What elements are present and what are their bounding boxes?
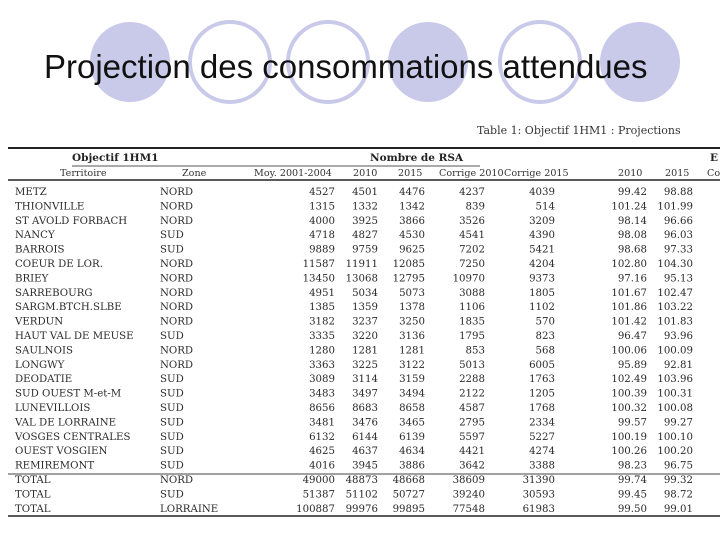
cell-rsa-2010: 3945 (352, 460, 378, 472)
col-header-zone: Zone (182, 168, 207, 179)
cell-rsa-2015: 3159 (399, 374, 425, 386)
cell-ratio-2010: 95.89 (617, 359, 647, 371)
cell-corrige-2010: 4237 (459, 187, 485, 198)
cell-territoire: SUD OUEST M-et-M (15, 388, 122, 400)
cell-territoire: ST AVOLD FORBACH (15, 215, 128, 227)
cell-rsa-2015: 3886 (399, 460, 425, 472)
cell-moy: 6132 (309, 431, 335, 443)
cell-corrige-2015: 4390 (529, 230, 555, 242)
cell-ratio-2010: 99.74 (617, 475, 647, 486)
cell-moy: 100887 (296, 503, 335, 515)
cell-territoire: COEUR DE LOR. (15, 259, 103, 270)
cell-territoire: TOTAL (15, 475, 51, 486)
cell-territoire: REMIREMONT (15, 460, 95, 472)
cell-moy: 8656 (309, 403, 335, 414)
cell-corrige-2010: 77548 (452, 503, 485, 515)
table-row (15, 360, 693, 371)
cell-rsa-2010: 3225 (352, 359, 378, 371)
cell-corrige-2010: 2795 (459, 417, 485, 429)
cell-corrige-2010: 7250 (459, 259, 485, 270)
cell-zone: NORD (160, 287, 194, 299)
table-row (15, 475, 693, 486)
cell-moy: 3363 (309, 359, 335, 371)
cell-ratio-2015: 101.99 (657, 201, 693, 213)
cell-rsa-2015: 6139 (399, 431, 425, 443)
cell-rsa-2015: 12795 (392, 273, 425, 285)
table-row (15, 504, 693, 515)
cell-corrige-2015: 2334 (529, 417, 555, 429)
cell-corrige-2015: 570 (535, 316, 555, 328)
cell-corrige-2010: 839 (465, 201, 485, 213)
cell-ratio-2010: 101.67 (611, 287, 647, 299)
cell-moy: 13450 (302, 273, 335, 285)
cell-moy: 4625 (309, 446, 335, 458)
cell-corrige-2010: 3526 (459, 215, 485, 227)
cell-ratio-2015: 100.31 (657, 388, 693, 400)
cell-territoire: METZ (15, 187, 47, 198)
cell-zone: SUD (160, 446, 184, 458)
table-row (15, 187, 693, 198)
cell-corrige-2010: 7202 (459, 244, 485, 256)
cell-moy: 1315 (309, 201, 335, 213)
cell-rsa-2015: 3136 (399, 331, 425, 342)
table-body (14, 187, 693, 515)
table-row (15, 446, 693, 457)
cell-ratio-2010: 100.26 (611, 446, 647, 458)
cell-corrige-2010: 10970 (452, 273, 485, 285)
table-row (15, 461, 693, 472)
cell-moy: 4016 (309, 460, 335, 472)
table-caption: Table 1: Objectif 1HM1 : Projections (477, 124, 681, 137)
cell-rsa-2010: 1281 (352, 345, 378, 357)
cell-ratio-2015: 103.22 (657, 302, 693, 314)
cell-corrige-2015: 568 (535, 345, 555, 357)
table-row (15, 259, 693, 270)
table-row (15, 489, 693, 500)
cell-ratio-2015: 99.01 (663, 503, 693, 515)
cell-territoire: TOTAL (15, 489, 51, 501)
cell-rsa-2015: 1378 (399, 302, 425, 314)
cell-corrige-2010: 1795 (459, 331, 485, 342)
cell-corrige-2010: 4421 (459, 446, 485, 458)
cell-corrige-2015: 9373 (529, 273, 555, 285)
cell-moy: 49000 (302, 475, 335, 486)
table-row (15, 302, 693, 313)
cell-rsa-2010: 51102 (345, 489, 378, 501)
cell-zone: SUD (160, 489, 184, 501)
cell-moy: 11587 (302, 259, 335, 270)
cell-ratio-2010: 98.14 (617, 215, 647, 227)
cell-ratio-2015: 104.30 (657, 259, 693, 270)
cell-ratio-2010: 98.08 (617, 230, 647, 242)
cell-zone: NORD (160, 302, 194, 314)
table-row (14, 417, 693, 428)
cell-corrige-2010: 5013 (459, 359, 485, 371)
cell-ratio-2010: 98.23 (617, 460, 647, 472)
cell-ratio-2015: 96.75 (663, 460, 693, 472)
col-header-2010: 2010 (353, 168, 378, 179)
cell-ratio-2015: 99.27 (663, 417, 693, 429)
cell-ratio-2015: 96.66 (663, 215, 693, 227)
cell-moy: 3335 (309, 331, 335, 342)
cell-corrige-2015: 3388 (529, 460, 555, 472)
cell-rsa-2015: 4530 (399, 230, 425, 242)
cell-corrige-2015: 3209 (529, 215, 555, 227)
cell-corrige-2015: 514 (535, 201, 555, 213)
col-header-territoire: Territoire (60, 168, 107, 179)
cell-corrige-2010: 3088 (459, 287, 485, 299)
cell-rsa-2010: 99976 (345, 503, 378, 515)
cell-zone: SUD (160, 431, 184, 443)
cell-rsa-2015: 3122 (399, 359, 425, 371)
cell-corrige-2015: 1205 (529, 388, 555, 400)
cell-rsa-2010: 4637 (352, 446, 378, 458)
cell-rsa-2015: 5073 (399, 287, 425, 299)
cell-corrige-2010: 4587 (459, 403, 485, 414)
table-row (15, 273, 693, 284)
cell-zone: SUD (160, 460, 184, 472)
cell-ratio-2010: 100.06 (611, 345, 647, 357)
cell-ratio-2010: 102.49 (611, 374, 647, 386)
cell-rsa-2015: 4634 (399, 446, 425, 458)
cell-rsa-2010: 3497 (352, 388, 378, 400)
cell-zone: SUD (160, 244, 184, 256)
cell-territoire: LUNEVILLOIS (15, 403, 91, 414)
cell-rsa-2010: 8683 (352, 403, 378, 414)
cell-corrige-2010: 5597 (459, 431, 485, 443)
table-row (15, 245, 693, 256)
cell-moy: 3483 (309, 388, 335, 400)
cell-ratio-2010: 100.32 (611, 403, 647, 414)
cell-rsa-2010: 3114 (352, 374, 378, 386)
cell-ratio-2010: 101.86 (611, 302, 647, 314)
cell-corrige-2015: 1102 (529, 302, 555, 314)
cell-moy: 4718 (309, 230, 335, 242)
cell-rsa-2010: 9759 (352, 244, 378, 256)
table-row (14, 317, 693, 328)
table-row (15, 201, 693, 212)
cell-ratio-2010: 100.39 (611, 388, 647, 400)
cell-ratio-2010: 101.42 (611, 316, 647, 328)
slide-title: Projection des consommations attendues (44, 48, 648, 85)
cell-territoire: SARREBOURG (15, 287, 93, 299)
cell-zone: NORD (160, 316, 194, 328)
cell-ratio-2015: 98.72 (663, 489, 693, 501)
cell-rsa-2015: 4476 (399, 187, 425, 198)
cell-zone: SUD (160, 403, 184, 414)
cell-rsa-2015: 1281 (399, 345, 425, 357)
cell-ratio-2015: 100.08 (657, 403, 693, 414)
col-header-moy: Moy. 2001-2004 (254, 168, 332, 179)
cell-territoire: NANCY (15, 230, 55, 242)
cell-ratio-2015: 93.96 (663, 331, 693, 342)
cell-rsa-2010: 3925 (352, 215, 378, 227)
cell-ratio-2015: 102.47 (657, 287, 693, 299)
cell-rsa-2015: 9625 (399, 244, 425, 256)
cell-zone: SUD (160, 417, 184, 429)
cell-ratio-2015: 97.33 (663, 244, 693, 256)
cell-zone: NORD (160, 259, 194, 270)
cell-corrige-2015: 1763 (529, 374, 555, 386)
cell-zone: NORD (160, 475, 194, 486)
cell-rsa-2010: 6144 (352, 431, 378, 443)
cell-corrige-2015: 5227 (529, 431, 555, 443)
cell-ratio-2010: 99.57 (617, 417, 647, 429)
cell-territoire: VAL DE LORRAINE (15, 417, 117, 429)
cell-rsa-2015: 50727 (392, 489, 425, 501)
cell-ratio-2010: 101.24 (611, 201, 647, 213)
cell-zone: LORRAINE (160, 503, 219, 515)
cell-ratio-2010: 99.42 (617, 187, 647, 198)
cell-territoire: HAUT VAL DE MEUSE (15, 331, 134, 342)
cell-corrige-2015: 6005 (529, 359, 555, 371)
cell-rsa-2010: 48873 (345, 475, 378, 486)
cell-zone: NORD (160, 187, 194, 198)
cell-corrige-2015: 31390 (522, 475, 555, 486)
cell-corrige-2015: 823 (535, 331, 555, 342)
cell-zone: NORD (160, 215, 194, 227)
cell-corrige-2015: 1805 (529, 287, 555, 299)
cell-moy: 4951 (309, 287, 335, 299)
cell-corrige-2010: 4541 (459, 230, 485, 242)
cell-rsa-2010: 4501 (352, 187, 378, 198)
cell-ratio-2010: 97.16 (617, 273, 647, 285)
cell-rsa-2015: 3250 (399, 316, 425, 328)
cell-corrige-2015: 4039 (529, 187, 555, 198)
cell-rsa-2010: 1359 (352, 302, 378, 314)
cell-rsa-2015: 48668 (392, 475, 425, 486)
projection-table-grid (8, 146, 720, 520)
cell-rsa-2010: 3220 (352, 331, 378, 342)
cell-corrige-2010: 2288 (459, 374, 485, 386)
cell-moy: 1385 (309, 302, 335, 314)
cell-territoire: BARROIS (15, 244, 65, 256)
cell-ratio-2015: 101.83 (657, 316, 693, 328)
col-header-ratio-2010: 2010 (618, 168, 643, 179)
cell-corrige-2010: 853 (465, 345, 485, 357)
cell-corrige-2015: 5421 (529, 244, 555, 256)
cell-ratio-2015: 98.88 (663, 187, 693, 198)
cell-corrige-2015: 1768 (529, 403, 555, 414)
cell-zone: SUD (160, 331, 184, 342)
cell-corrige-2010: 38609 (452, 475, 485, 486)
cell-corrige-2010: 3642 (459, 460, 485, 472)
table-row (15, 403, 693, 414)
cell-moy: 3481 (309, 417, 335, 429)
table-row (15, 216, 693, 227)
cell-ratio-2015: 100.10 (657, 431, 693, 443)
table-row (15, 345, 693, 356)
cell-corrige-2015: 4204 (529, 259, 555, 270)
cell-territoire: THIONVILLE (15, 201, 85, 213)
cell-corrige-2010: 2122 (459, 388, 485, 400)
col-header-corrige-2010: Corrige 2010 (439, 168, 504, 179)
cell-rsa-2015: 99895 (392, 503, 425, 515)
col-header-co: Co (707, 168, 720, 179)
cell-rsa-2010: 4827 (352, 230, 378, 242)
cell-zone: NORD (160, 273, 194, 285)
cell-rsa-2015: 3866 (399, 215, 425, 227)
cell-ratio-2015: 100.09 (657, 345, 693, 357)
cell-ratio-2015: 92.81 (663, 359, 693, 371)
cell-corrige-2015: 61983 (522, 503, 555, 515)
cell-moy: 9889 (309, 244, 335, 256)
group-header-objectif: Objectif 1HM1 (72, 152, 159, 164)
cell-zone: NORD (160, 201, 194, 213)
cell-moy: 4000 (309, 215, 335, 227)
cell-rsa-2015: 1342 (399, 201, 425, 213)
cell-zone: SUD (160, 230, 184, 242)
col-header-corrige-2015: Corrige 2015 (504, 168, 569, 179)
cell-rsa-2015: 8658 (399, 403, 425, 414)
cell-territoire: VOSGES CENTRALES (15, 431, 131, 443)
cell-rsa-2010: 1332 (352, 201, 378, 213)
group-header-nombre-rsa: Nombre de RSA (370, 152, 464, 164)
cell-moy: 3182 (309, 316, 335, 328)
cell-rsa-2010: 3237 (352, 316, 378, 328)
cell-ratio-2010: 100.19 (611, 431, 647, 443)
cell-ratio-2015: 100.20 (657, 446, 693, 458)
cell-territoire: BRIEY (15, 273, 49, 285)
projection-table (8, 146, 720, 520)
cell-territoire: OUEST VOSGIEN (15, 446, 108, 458)
cell-ratio-2010: 96.47 (617, 331, 647, 342)
table-row (15, 374, 693, 385)
cell-rsa-2010: 13068 (345, 273, 378, 285)
group-header-e: E (710, 152, 719, 164)
cell-territoire: TOTAL (15, 503, 51, 515)
cell-territoire: VERDUN (15, 316, 64, 328)
cell-rsa-2010: 11911 (345, 259, 378, 270)
cell-corrige-2015: 30593 (522, 489, 555, 501)
table-row (15, 288, 693, 299)
cell-ratio-2010: 99.45 (617, 489, 647, 501)
cell-territoire: SAULNOIS (15, 345, 73, 357)
col-header-ratio-2015: 2015 (665, 168, 690, 179)
cell-rsa-2010: 3476 (352, 417, 378, 429)
cell-corrige-2010: 39240 (452, 489, 485, 501)
cell-rsa-2015: 3465 (399, 417, 425, 429)
cell-rsa-2015: 12085 (392, 259, 425, 270)
cell-territoire: SARGM.BTCH.SLBE (15, 302, 122, 314)
table-row (15, 389, 693, 400)
cell-moy: 3089 (309, 374, 335, 386)
cell-rsa-2015: 3494 (399, 388, 425, 400)
cell-ratio-2010: 99.50 (617, 503, 647, 515)
cell-moy: 4527 (309, 187, 335, 198)
table-row (15, 230, 693, 241)
col-header-2015: 2015 (398, 168, 423, 179)
table-row (14, 432, 693, 443)
cell-ratio-2010: 102.80 (611, 259, 647, 270)
cell-ratio-2015: 103.96 (657, 374, 693, 386)
cell-moy: 51387 (302, 489, 335, 501)
cell-ratio-2015: 99.32 (663, 475, 693, 486)
cell-zone: SUD (160, 374, 184, 386)
cell-ratio-2015: 96.03 (663, 230, 693, 242)
cell-rsa-2010: 5034 (352, 287, 378, 299)
cell-ratio-2015: 95.13 (663, 273, 693, 285)
cell-corrige-2010: 1835 (459, 316, 485, 328)
cell-zone: SUD (160, 388, 184, 400)
cell-corrige-2010: 1106 (459, 302, 485, 314)
cell-corrige-2015: 4274 (529, 446, 555, 458)
cell-zone: NORD (160, 345, 194, 357)
cell-zone: NORD (160, 359, 194, 371)
cell-moy: 1280 (309, 345, 335, 357)
cell-territoire: DEODATIE (15, 374, 73, 386)
cell-ratio-2010: 98.68 (617, 244, 647, 256)
cell-territoire: LONGWY (15, 359, 65, 371)
table-row (15, 331, 693, 342)
